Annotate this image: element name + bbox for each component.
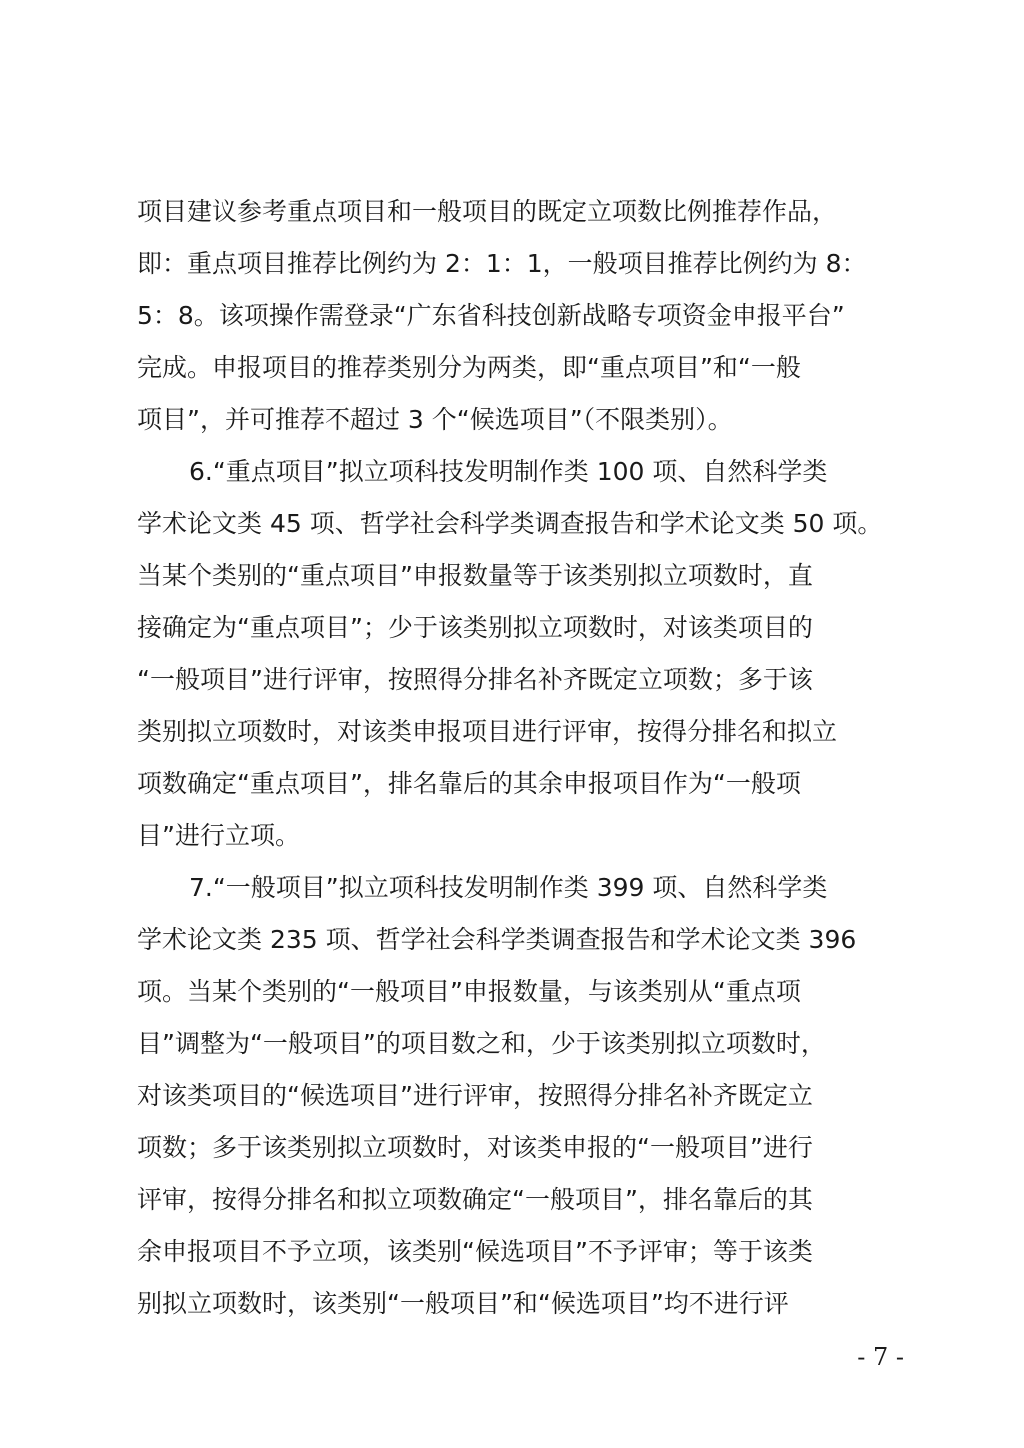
paragraph-7-line: 目”调整为“一般项目”的项目数之和，少于该类别拟立项数时， [137, 1029, 826, 1058]
paragraph-6-line: 目”进行立项。 [137, 821, 300, 850]
paragraph-6-line: 当某个类别的“重点项目”申报数量等于该类别拟立项数时，直 [137, 561, 813, 590]
paragraph-7-line: 学术论文类 235 项、哲学社会科学类调查报告和学术论文类 396 [137, 925, 857, 954]
paragraph-7-line: 对该类项目的“候选项目”进行评审，按照得分排名补齐既定立 [137, 1081, 813, 1110]
paragraph-line: 5：8。该项操作需登录“广东省科技创新战略专项资金申报平台” [137, 301, 845, 330]
paragraph-line: 即：重点项目推荐比例约为 2：1：1，一般项目推荐比例约为 8： [137, 249, 867, 278]
page-number: - 7 - [857, 1343, 904, 1371]
document-body [137, 186, 897, 1330]
paragraph-7-line: 余申报项目不予立项，该类别“候选项目”不予评审；等于该类 [137, 1237, 813, 1266]
paragraph-line: 完成。申报项目的推荐类别分为两类，即“重点项目”和“一般 [137, 353, 801, 382]
paragraph-7-line: 项数；多于该类别拟立项数时，对该类申报的“一般项目”进行 [137, 1133, 813, 1162]
paragraph-6-line: 学术论文类 45 项、哲学社会科学类调查报告和学术论文类 50 项。 [137, 509, 883, 538]
paragraph-line: 项目建议参考重点项目和一般项目的既定立项数比例推荐作品， [137, 197, 838, 226]
paragraph-6-line: 项数确定“重点项目”，排名靠后的其余申报项目作为“一般项 [137, 769, 801, 798]
paragraph-6-line: 类别拟立项数时，对该类申报项目进行评审，按得分排名和拟立 [137, 717, 838, 746]
paragraph-6-line: “一般项目”进行评审，按照得分排名补齐既定立项数；多于该 [137, 665, 813, 694]
paragraph-7-line: 评审，按得分排名和拟立项数确定“一般项目”，排名靠后的其 [137, 1185, 813, 1214]
paragraph-line: 项目”，并可推荐不超过 3 个“候选项目”（不限类别）。 [137, 405, 733, 434]
paragraph-7-line: 别拟立项数时，该类别“一般项目”和“候选项目”均不进行评 [137, 1289, 789, 1318]
paragraph-7-line: 项。当某个类别的“一般项目”申报数量，与该类别从“重点项 [137, 977, 801, 1006]
paragraph-6-line: 6.“重点项目”拟立项科技发明制作类 100 项、自然科学类 [189, 457, 828, 486]
paragraph-6-line: 接确定为“重点项目”；少于该类别拟立项数时，对该类项目的 [137, 613, 813, 642]
paragraph-7-line: 7.“一般项目”拟立项科技发明制作类 399 项、自然科学类 [189, 873, 828, 902]
